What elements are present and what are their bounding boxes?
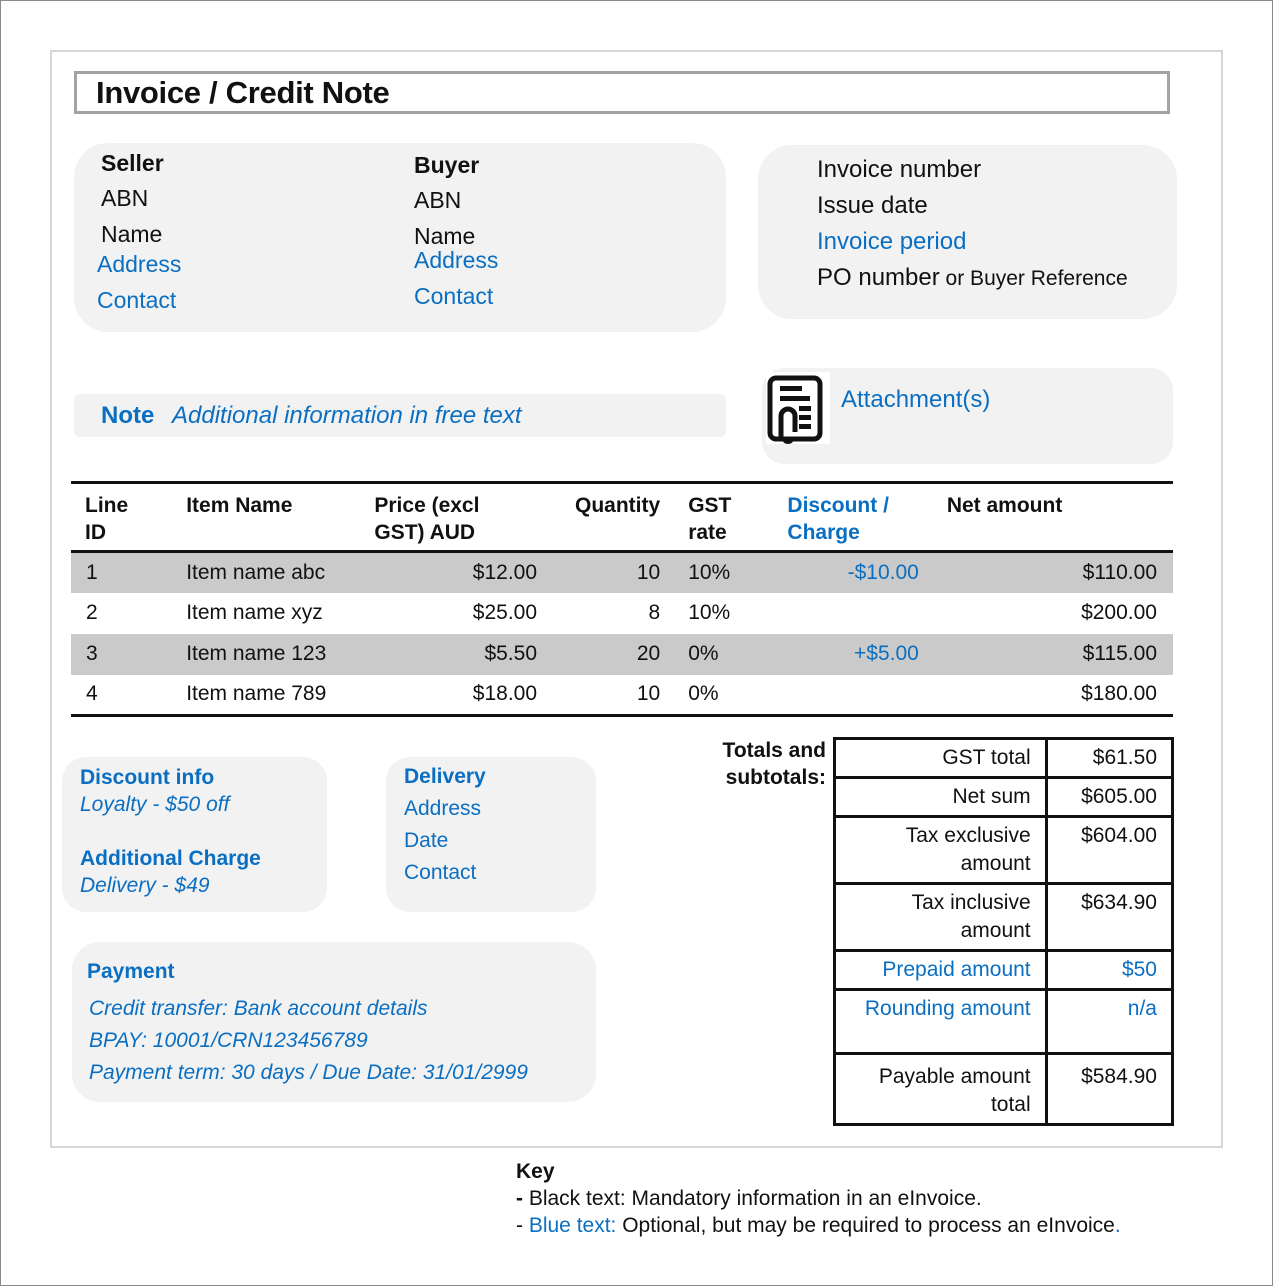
attachments-label[interactable]: Attachment(s) (841, 386, 991, 413)
cell-gst-rate: 0% (688, 682, 719, 706)
buyer-heading: Buyer (414, 152, 480, 178)
discount-text: Loyalty - $50 off (80, 793, 230, 816)
table-row (71, 552, 1173, 593)
cell-price: $5.50 (374, 634, 537, 675)
cell-net-amount: $110.00 (947, 552, 1173, 593)
parties-panel (74, 143, 726, 332)
tax-exclusive-label: Tax exclusive amount (835, 817, 1047, 884)
buyer-reference-label: or Buyer Reference (939, 267, 1128, 290)
cell-line-id: 1 (71, 552, 186, 593)
note-label: Note (101, 402, 155, 429)
gst-total-value: $61.50 (1046, 739, 1172, 778)
cell-line-id: 4 (86, 682, 98, 706)
document-attachment-icon[interactable] (766, 372, 830, 444)
discount-heading: Discount info (80, 766, 215, 789)
buyer-name: Name (414, 223, 476, 249)
additional-charge-heading: Additional Charge (80, 847, 261, 870)
header-line-id: Line ID (85, 494, 129, 544)
cell-quantity: 10 (636, 682, 661, 706)
cell-price: $25.00 (472, 601, 538, 624)
cell-item-name: Item name abc (186, 552, 374, 593)
cell-gst-rate: 10% (688, 552, 787, 593)
note-text: Additional information in free text (172, 402, 522, 429)
rounding-amount-label: Rounding amount (835, 990, 1047, 1054)
cell-discount: -$10.00 (787, 552, 946, 593)
note-panel (74, 394, 726, 437)
header-net-amount: Net amount (946, 494, 1063, 517)
payable-amount-value: $584.90 (1046, 1054, 1172, 1125)
delivery-contact: Contact (404, 861, 477, 884)
table-row (71, 634, 1173, 675)
key-heading: Key (516, 1160, 555, 1183)
payment-heading: Payment (87, 960, 175, 983)
delivery-address: Address (404, 797, 482, 820)
cell-discount: +$5.00 (787, 634, 946, 675)
seller-heading: Seller (101, 150, 164, 176)
title-bar (74, 71, 1170, 114)
po-number-label: PO number (817, 264, 940, 291)
cell-net-amount: $180.00 (1081, 682, 1157, 706)
header-gst-rate: GST rate (688, 494, 732, 544)
cell-gst-rate: 10% (688, 601, 731, 624)
totals-row-tax-exclusive (835, 817, 1173, 884)
payment-term: Payment term: 30 days / Due Date: 31/01/2999 (89, 1061, 528, 1084)
cell-price: $18.00 (472, 682, 538, 706)
cell-item-name: Item name 123 (186, 634, 374, 675)
gst-total-label: GST total (835, 739, 1047, 778)
seller-contact: Contact (97, 287, 177, 313)
cell-discount (787, 675, 946, 716)
header-discount-charge: Discount / Charge (787, 494, 889, 544)
cell-price: $12.00 (374, 552, 537, 593)
cell-net-amount: $115.00 (947, 634, 1173, 675)
seller-abn: ABN (101, 185, 149, 211)
cell-quantity: 10 (537, 552, 688, 593)
cell-item-name: Item name xyz (186, 601, 323, 624)
page-title: Invoice / Credit Note (96, 75, 390, 110)
prepaid-amount-value: $50 (1046, 951, 1172, 990)
totals-row-tax-inclusive (835, 884, 1173, 951)
table-row (71, 675, 1173, 716)
rounding-amount-value: n/a (1046, 990, 1172, 1054)
prepaid-amount-label: Prepaid amount (835, 951, 1047, 990)
line-items-table (71, 481, 1173, 717)
header-item-name: Item Name (186, 494, 293, 517)
cell-net-amount: $200.00 (1081, 601, 1157, 624)
delivery-panel (386, 757, 596, 912)
payment-panel (72, 942, 596, 1102)
additional-charge-text: Delivery - $49 (80, 874, 210, 897)
totals-row-rounding (835, 990, 1173, 1054)
totals-row-gst-total (835, 739, 1173, 778)
table-row (71, 593, 1173, 634)
tax-inclusive-value: $634.90 (1046, 884, 1172, 951)
totals-row-payable (835, 1054, 1173, 1125)
discount-info-panel (62, 757, 327, 912)
net-sum-label: Net sum (835, 778, 1047, 817)
header-price: Price (excl GST) AUD (374, 494, 480, 544)
tax-exclusive-value: $604.00 (1046, 817, 1172, 884)
invoice-meta-panel (758, 145, 1177, 319)
cell-gst-rate: 0% (688, 634, 787, 675)
net-sum-value: $605.00 (1046, 778, 1172, 817)
totals-heading: Totals and subtotals: (722, 739, 826, 789)
delivery-heading: Delivery (404, 765, 486, 788)
cell-quantity: 8 (648, 601, 661, 624)
payment-credit-transfer: Credit transfer: Bank account details (89, 997, 428, 1020)
header-quantity: Quantity (575, 494, 661, 517)
cell-line-id: 2 (86, 601, 98, 624)
issue-date: Issue date (817, 192, 928, 219)
buyer-contact: Contact (414, 283, 494, 309)
seller-address: Address (97, 251, 182, 277)
cell-item-name: Item name 789 (186, 682, 327, 706)
invoice-number: Invoice number (817, 156, 982, 183)
payment-bpay: BPAY: 10001/CRN123456789 (89, 1029, 368, 1052)
cell-line-id: 3 (71, 634, 186, 675)
table-header-row (71, 483, 1173, 552)
key-legend (516, 1158, 1121, 1239)
cell-discount (787, 593, 946, 634)
invoice-period: Invoice period (817, 228, 967, 255)
totals-row-prepaid (835, 951, 1173, 990)
tax-inclusive-label: Tax inclusive amount (835, 884, 1047, 951)
totals-row-net-sum (835, 778, 1173, 817)
buyer-abn: ABN (414, 187, 462, 213)
key-optional: - Blue text: Optional, but may be required to process an eInvoice. (516, 1214, 1121, 1237)
totals-table (833, 737, 1174, 1126)
payable-amount-label: Payable amount total (835, 1054, 1047, 1125)
po-number (817, 264, 1128, 292)
buyer-address: Address (414, 247, 499, 273)
delivery-date: Date (404, 829, 449, 852)
key-mandatory: - Black text: Mandatory information in an eInvoice. (516, 1187, 982, 1210)
cell-quantity: 20 (537, 634, 688, 675)
seller-name: Name (101, 221, 163, 247)
